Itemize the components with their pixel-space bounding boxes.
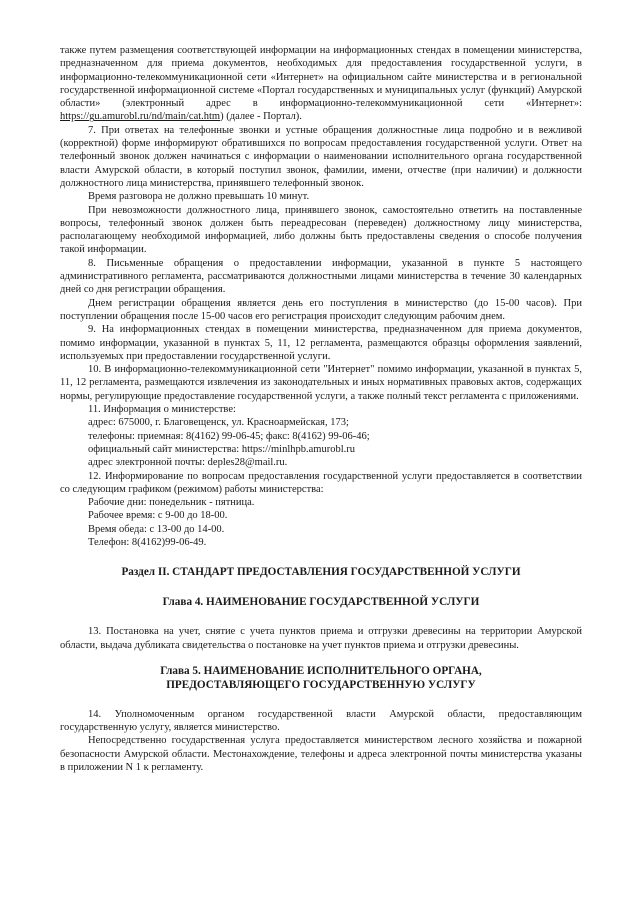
- paragraph-10: 10. В информационно-телекоммуникационной сети "Интернет" помимо информации, указанной в пунктах 5, 11, 12 регламента, размещаются извлечения из законодательных и иных нормативных правовых актов, содержащих нормы, регулирующие предоставление государственной услуги, а также полный текст регламента с приложениями.: [60, 364, 582, 402]
- chapter-5-heading: [60, 664, 582, 692]
- paragraph-11: 11. Информация о министерстве:: [88, 404, 236, 416]
- portal-link[interactable]: https://gu.amurobl.ru/nd/main/cat.htm: [60, 111, 221, 123]
- paragraph-info-placement: [60, 44, 582, 124]
- chapter-5-heading-line1: Глава 5. НАИМЕНОВАНИЕ ИСПОЛНИТЕЛЬНОГО ОРГАНА,: [160, 664, 482, 677]
- chapter-4-heading: Глава 4. НАИМЕНОВАНИЕ ГОСУДАРСТВЕННОЙ УСЛУГИ: [162, 596, 480, 609]
- section-2-heading: Раздел II. СТАНДАРТ ПРЕДОСТАВЛЕНИЯ ГОСУДАРСТВЕННОЙ УСЛУГИ: [121, 566, 521, 579]
- paragraph-text: также путем размещения соответствующей информации на информационных стендах в помещении министерства, предназначенном для приема документов, необходимых для предоставления государственной услуги, в информационно-телекоммуникационной сети «Интернет» на официальном сайте министерства и в региональной государственной информационной системе «Портал государственных и муниципальных услуг (функций) Амурской области» (электронный адрес в информационно-телекоммуникационной сети «Интернет»:: [60, 45, 582, 110]
- ministry-website: официальный сайт министерства: https://minlhpb.amurobl.ru: [88, 443, 355, 455]
- chapter-5-heading-line2: ПРЕДОСТАВЛЯЮЩЕГО ГОСУДАРСТВЕННУЮ УСЛУГУ: [166, 678, 476, 691]
- paragraph-8: 8. Письменные обращения о предоставлении информации, указанной в пункте 5 настоящего административного регламента, рассматриваются должностными лицами министерства в течение 30 календарных дней со дня регистрации обращения.: [60, 257, 582, 296]
- paragraph-text: ) (далее - Портал).: [220, 111, 302, 123]
- paragraph-8-registration: Днем регистрации обращения является день его поступления в министерство (до 15-00 часов). При поступлении обращения после 15-00 часов его регистрация происходит следующим рабочим днем.: [60, 297, 582, 322]
- paragraph-7: 7. При ответах на телефонные звонки и устные обращения должностные лица подробно и в вежливой (корректной) форме информируют обратившихся по вопросам предоставления государственной услуги. Ответ на телефонный звонок должен начинаться с информации о наименовании исполнительного органа государственной власти Амурской области, в который поступил звонок, фамилии, имени, отчестве (при наличии) и должности должностного лица министерства, принявшего телефонный звонок.: [60, 124, 582, 189]
- paragraph-14-details: Непосредственно государственная услуга предоставляется министерством лесного хозяйства и пожарной безопасности Амурской области. Местонахождение, телефоны и адреса электронной почты министерства указаны в приложении N 1 к регламенту.: [60, 735, 582, 774]
- ministry-email: адрес электронной почты: deples28@mail.ru.: [88, 457, 288, 469]
- paragraph-12: 12. Информирование по вопросам предоставления государственной услуги предоставляется в соответствии со следующим графиком (режимом) работы министерства:: [60, 470, 582, 495]
- paragraph-14: 14. Уполномоченным органом государственной власти Амурской области, предоставляющим государственную услугу, является министерство.: [60, 708, 582, 734]
- ministry-phones: телефоны: приемная: 8(4162) 99-06-45; факс: 8(4162) 99-06-46;: [88, 430, 370, 442]
- paragraph-9: 9. На информационных стендах в помещении министерства, предназначенном для приема документов, помимо информации, указанной в пунктах 5, 11, 12 регламента, размещаются образцы оформления заявлений, используемых при предоставлении государственной услуги.: [60, 324, 582, 362]
- lunch-time: Время обеда: с 13-00 до 14-00.: [88, 523, 225, 535]
- contact-phone: Телефон: 8(4162)99-06-49.: [88, 536, 207, 548]
- work-hours: Рабочее время: с 9-00 до 18-00.: [88, 510, 228, 522]
- paragraph-7-redirect: При невозможности должностного лица, принявшего звонок, самостоятельно ответить на поставленные вопросы, телефонный звонок должен быть переадресован (переведен) должностному лицу министерства, располагающему необходимой информацией, либо должны быть предоставлены сведения о способе получения такой информации.: [60, 204, 582, 256]
- paragraph-13: 13. Постановка на учет, снятие с учета пунктов приема и отгрузки древесины на территории Амурской области, выдача дубликата свидетельства о постановке на учет пунктов приема и отгрузки древесины.: [60, 626, 582, 651]
- work-days: Рабочие дни: понедельник - пятница.: [88, 497, 255, 509]
- ministry-address: адрес: 675000, г. Благовещенск, ул. Красноармейская, 173;: [88, 417, 349, 429]
- paragraph-7-call-duration: Время разговора не должно превышать 10 минут.: [88, 191, 310, 203]
